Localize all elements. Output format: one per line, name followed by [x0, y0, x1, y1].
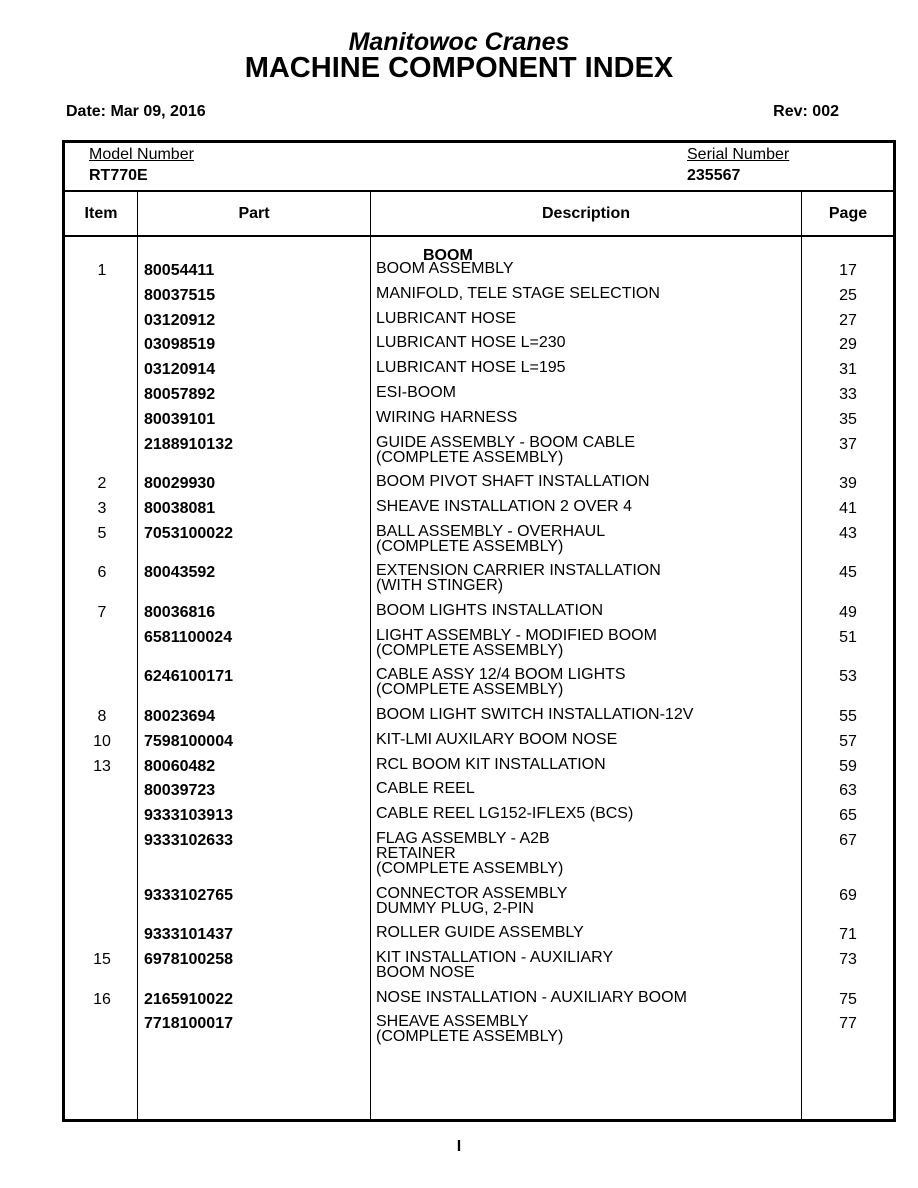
description: [376, 603, 603, 618]
description: [376, 261, 514, 276]
description-line: RCL BOOM KIT INSTALLATION: [376, 755, 606, 773]
description: [376, 925, 584, 940]
part-number: 2165910022: [144, 990, 233, 1008]
item-number: 3: [97, 500, 107, 517]
model-number-value: RT770E: [89, 167, 148, 184]
description-line: (COMPLETE ASSEMBLY): [376, 1028, 564, 1046]
part-number: 03120912: [144, 311, 216, 329]
description-line: MANIFOLD, TELE STAGE SELECTION: [376, 284, 660, 302]
description-line: (COMPLETE ASSEMBLY): [376, 860, 564, 877]
part-number: 80036816: [144, 604, 216, 621]
column-header-divider: [65, 235, 893, 237]
part-number: 80039723: [144, 782, 216, 800]
page-reference: 49: [839, 604, 857, 621]
part-number: 7598100004: [144, 732, 233, 750]
description-line: BOOM LIGHT SWITCH INSTALLATION-12V: [376, 706, 694, 723]
description: [376, 385, 456, 400]
page-reference: 27: [839, 311, 857, 329]
description: [376, 667, 626, 697]
component-index-table: [62, 140, 896, 1122]
column-divider-part: [370, 192, 371, 1119]
part-number: 80039101: [144, 410, 216, 428]
column-header-item: Item: [84, 205, 118, 222]
page-reference: 53: [839, 668, 857, 686]
page-reference: 69: [839, 886, 857, 904]
item-number: 8: [97, 708, 107, 725]
part-number: 80054411: [144, 262, 215, 279]
column-header-page: Page: [828, 205, 868, 222]
page-reference: 29: [839, 336, 857, 354]
description-line: EXTENSION CARRIER INSTALLATION: [376, 562, 661, 580]
description-line: CABLE REEL LG152-IFLEX5 (BCS): [376, 805, 634, 823]
item-number: 1: [97, 262, 107, 279]
page-reference: 31: [839, 361, 857, 379]
description-line: BOOM ASSEMBLY: [376, 260, 514, 277]
description-line: DUMMY PLUG, 2-PIN: [376, 899, 534, 917]
description-line: CABLE REEL: [376, 780, 475, 798]
description-line: LUBRICANT HOSE: [376, 309, 517, 327]
description-line: NOSE INSTALLATION - AUXILIARY BOOM: [376, 988, 687, 1006]
item-number: 5: [97, 524, 107, 542]
item-number: 6: [97, 564, 107, 582]
description-line: ESI-BOOM: [376, 384, 457, 401]
page-reference: 77: [839, 1015, 857, 1033]
section-heading: BOOM: [423, 247, 473, 264]
part-number: 2188910132: [144, 435, 233, 453]
page-reference: 41: [839, 500, 857, 517]
description: [376, 628, 657, 658]
document-revision: Rev: 002: [773, 103, 839, 120]
part-number: 80038081: [144, 500, 216, 517]
description-line: LIGHT ASSEMBLY - MODIFIED BOOM: [376, 626, 657, 644]
item-number: 2: [97, 475, 107, 493]
description-line: BOOM PIVOT SHAFT INSTALLATION: [376, 473, 650, 491]
description: [376, 732, 617, 747]
description: [376, 286, 660, 301]
company-name: Manitowoc Cranes: [348, 28, 570, 56]
page-reference: 71: [839, 926, 857, 944]
item-number: 7: [97, 604, 107, 621]
description-line: FLAG ASSEMBLY - A2B: [376, 830, 550, 847]
description: [376, 524, 605, 554]
description-line: KIT INSTALLATION - AUXILIARY: [376, 949, 614, 966]
part-number: 03098519: [144, 336, 216, 354]
part-number: 7053100022: [144, 524, 233, 542]
page-reference: 67: [839, 832, 857, 849]
page-number: I: [456, 1138, 462, 1155]
part-number: 80060482: [144, 757, 216, 775]
description-line: (COMPLETE ASSEMBLY): [376, 448, 564, 466]
part-number: 9333102633: [144, 832, 233, 849]
part-number: 80057892: [144, 386, 216, 403]
description: [376, 1014, 563, 1044]
part-number: 6581100024: [144, 628, 233, 646]
column-header-part: Part: [238, 205, 270, 222]
description-line: GUIDE ASSEMBLY - BOOM CABLE: [376, 433, 636, 451]
page-reference: 39: [839, 475, 857, 493]
part-number: 80037515: [144, 286, 216, 304]
description: [376, 831, 563, 876]
page-reference: 65: [839, 807, 857, 825]
description: [376, 806, 633, 821]
description-line: ROLLER GUIDE ASSEMBLY: [376, 924, 584, 942]
part-number: 80023694: [144, 708, 216, 725]
page-reference: 35: [839, 410, 857, 428]
description-line: KIT-LMI AUXILARY BOOM NOSE: [376, 730, 618, 748]
page-reference: 73: [839, 951, 857, 968]
part-number: 80043592: [144, 564, 216, 582]
model-number-label: Model Number: [89, 146, 194, 163]
description: [376, 757, 606, 772]
description: [376, 474, 650, 489]
serial-number-value: 235567: [687, 167, 741, 184]
description-line: (COMPLETE ASSEMBLY): [376, 641, 564, 659]
serial-number-label: Serial Number: [687, 146, 790, 163]
description-line: RETAINER: [376, 845, 456, 862]
column-header-description: Description: [541, 205, 630, 222]
part-number: 9333102765: [144, 886, 233, 904]
description: [376, 435, 635, 465]
item-number: 13: [93, 757, 111, 775]
document-title: MACHINE COMPONENT INDEX: [244, 52, 674, 84]
column-divider-item: [137, 192, 138, 1119]
description: [376, 707, 693, 722]
description-line: CABLE ASSY 12/4 BOOM LIGHTS: [376, 666, 626, 684]
part-number: 7718100017: [144, 1015, 233, 1033]
page-reference: 51: [839, 628, 857, 646]
part-number: 80029930: [144, 475, 216, 493]
description-line: (WITH STINGER): [376, 577, 504, 595]
page-reference: 63: [839, 782, 857, 800]
description: [376, 499, 632, 514]
part-number: 9333103913: [144, 807, 233, 825]
item-number: 16: [93, 990, 111, 1008]
description-line: LUBRICANT HOSE L=195: [376, 359, 566, 377]
page-reference: 45: [839, 564, 857, 582]
item-number: 10: [93, 732, 111, 750]
description-line: SHEAVE INSTALLATION 2 OVER 4: [376, 498, 633, 515]
description: [376, 563, 661, 593]
description: [376, 781, 475, 796]
part-number: 6978100258: [144, 951, 233, 968]
description-line: (COMPLETE ASSEMBLY): [376, 537, 564, 555]
page-reference: 17: [839, 262, 857, 279]
description-line: BALL ASSEMBLY - OVERHAUL: [376, 522, 606, 540]
part-number: 6246100171: [144, 668, 233, 686]
page-reference: 37: [839, 435, 857, 453]
page-reference: 43: [839, 524, 857, 542]
description-line: BOOM LIGHTS INSTALLATION: [376, 602, 603, 619]
column-divider-description: [801, 192, 802, 1119]
page-reference: 25: [839, 286, 857, 304]
page-reference: 59: [839, 757, 857, 775]
description: [376, 410, 517, 425]
page-reference: 55: [839, 708, 857, 725]
page-reference: 75: [839, 990, 857, 1008]
item-number: 15: [93, 951, 111, 968]
description: [376, 990, 687, 1005]
part-number: 03120914: [144, 361, 216, 379]
description: [376, 335, 566, 350]
description: [376, 360, 566, 375]
description: [376, 950, 613, 980]
description-line: (COMPLETE ASSEMBLY): [376, 681, 564, 699]
description-line: BOOM NOSE: [376, 964, 475, 981]
description-line: WIRING HARNESS: [376, 408, 518, 426]
description-line: CONNECTOR ASSEMBLY: [376, 884, 568, 902]
part-number: 9333101437: [144, 926, 233, 944]
description-line: SHEAVE ASSEMBLY: [376, 1013, 529, 1031]
description-line: LUBRICANT HOSE L=230: [376, 334, 566, 352]
header-divider: [65, 190, 893, 192]
page-reference: 57: [839, 732, 857, 750]
description: [376, 311, 516, 326]
document-date: Date: Mar 09, 2016: [66, 103, 206, 120]
description: [376, 886, 567, 916]
page-reference: 33: [839, 386, 857, 403]
